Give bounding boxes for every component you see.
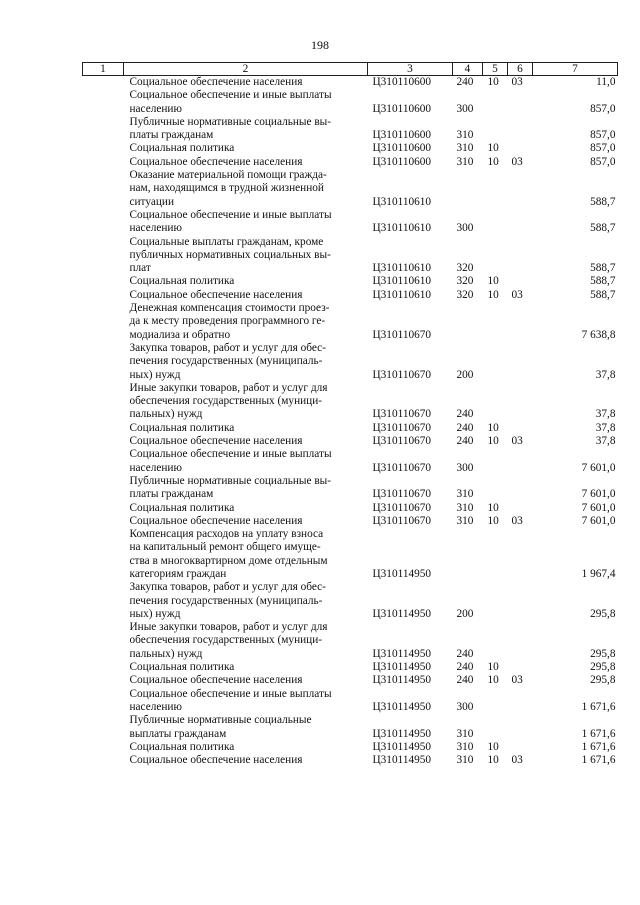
item-name-line: Компенсация расходов на уплату взноса [129, 528, 324, 541]
item-name-cell [124, 289, 368, 302]
item-name-line: на капитальный ремонт общего имуще- [129, 541, 321, 554]
item-name-line: Социальная политика [129, 421, 235, 434]
item-name-line: ства в многоквартирном доме отдельным [129, 554, 328, 567]
target-article-cell: Ц310114950 [372, 674, 432, 687]
section-cell: 10 [487, 76, 499, 88]
section-cell: 10 [487, 421, 499, 434]
amount-cell: 295,8 [590, 661, 616, 674]
item-name-line: пальных) нужд [129, 408, 203, 421]
section-cell [483, 169, 508, 209]
amount-cell: 37,8 [595, 368, 616, 381]
expense-type-cell: 320 [456, 288, 474, 301]
target-article-cell: Ц310110670 [372, 488, 432, 501]
amount-cell: 7 601,0 [581, 501, 616, 514]
row-number-cell [83, 581, 124, 621]
subsection-cell [508, 502, 533, 515]
table-row [83, 661, 618, 674]
table-row [83, 674, 618, 687]
row-number-cell [83, 688, 124, 715]
item-name-cell [124, 661, 368, 674]
row-number-cell [83, 236, 124, 276]
target-article-cell: Ц310114950 [372, 754, 432, 767]
target-article-cell: Ц310110600 [372, 142, 432, 155]
row-number-cell [83, 302, 124, 342]
expense-type-cell: 310 [456, 129, 474, 142]
table-header [83, 63, 618, 76]
column-header-4: 4 [453, 63, 483, 76]
subsection-cell: 03 [511, 754, 523, 767]
table-row [83, 209, 618, 236]
item-name-cell [124, 674, 368, 687]
amount-cell: 37,8 [595, 435, 616, 448]
item-name-cell [124, 621, 368, 661]
section-cell [483, 302, 508, 342]
expense-type-cell: 240 [456, 435, 474, 448]
item-name-cell [124, 236, 368, 276]
subsection-cell [508, 422, 533, 435]
expense-type-cell: 240 [456, 76, 474, 88]
section-cell: 10 [487, 142, 499, 155]
target-article-cell: Ц310110610 [372, 262, 432, 275]
item-name-line: Социальная политика [129, 661, 235, 674]
item-name-line: категориям граждан [129, 567, 227, 580]
row-number-cell [83, 169, 124, 209]
expense-type-cell: 300 [456, 700, 474, 713]
row-number-cell [83, 621, 124, 661]
target-article-cell: Ц310114950 [372, 567, 432, 580]
item-name-cell [124, 156, 368, 169]
amount-cell: 857,0 [590, 155, 616, 168]
expense-type-cell: 300 [456, 102, 474, 115]
item-name-line: ных) нужд [129, 368, 181, 381]
amount-cell: 1 671,6 [581, 754, 616, 767]
amount-cell: 295,8 [590, 674, 616, 687]
target-article-cell: Ц310110610 [372, 288, 432, 301]
item-name-line: Социальное обеспечение населения [129, 288, 303, 301]
table-row [83, 621, 618, 661]
item-name-cell [124, 169, 368, 209]
section-cell [483, 382, 508, 422]
column-header-7: 7 [533, 63, 618, 76]
amount-cell: 37,8 [595, 408, 616, 421]
item-name-line: Иные закупки товаров, работ и услуг для [129, 621, 328, 634]
subsection-cell [508, 275, 533, 288]
target-article-cell: Ц310110670 [372, 368, 432, 381]
item-name-line: Социальное обеспечение и иные выплаты [129, 208, 332, 221]
item-name-line: нам, находящимся в трудной жизненной [129, 182, 324, 195]
column-header-2: 2 [124, 63, 368, 76]
table-row [83, 422, 618, 435]
section-cell: 10 [487, 288, 499, 301]
item-name-cell [124, 528, 368, 581]
expense-type-cell: 200 [456, 368, 474, 381]
expense-type-cell: 310 [456, 740, 474, 753]
item-name-cell [124, 116, 368, 143]
item-name-line: Социальное обеспечение населения [129, 514, 303, 527]
item-name-line: Социальная политика [129, 142, 235, 155]
subsection-cell: 03 [511, 435, 523, 448]
expense-type-cell [453, 169, 483, 209]
expense-type-cell: 310 [456, 142, 474, 155]
item-name-line: Социальное обеспечение населения [129, 155, 303, 168]
target-article-cell: Ц310110670 [372, 435, 432, 448]
amount-cell: 7 601,0 [581, 488, 616, 501]
subsection-cell: 03 [511, 288, 523, 301]
subsection-cell [508, 688, 533, 715]
item-name-line: публичных нормативных социальных вы- [129, 248, 331, 261]
row-number-cell [83, 289, 124, 302]
item-name-line: Публичные нормативные социальные [129, 714, 312, 727]
row-number-cell [83, 754, 124, 767]
row-number-cell [83, 714, 124, 741]
row-number-cell [83, 661, 124, 674]
section-cell [483, 475, 508, 502]
subsection-cell [508, 169, 533, 209]
subsection-cell [508, 741, 533, 754]
item-name-line: Оказание материальной помощи гражда- [129, 169, 327, 182]
item-name-line: печения государственных (муниципаль- [129, 355, 323, 368]
target-article-cell: Ц310110670 [372, 421, 432, 434]
row-number-cell [83, 76, 124, 90]
row-number-cell [83, 422, 124, 435]
target-article-cell: Ц310110600 [372, 155, 432, 168]
expense-type-cell: 310 [456, 155, 474, 168]
item-name-line: Социальные выплаты гражданам, кроме [129, 235, 324, 248]
row-number-cell [83, 89, 124, 116]
row-number-cell [83, 741, 124, 754]
target-article-cell: Ц310114950 [372, 607, 432, 620]
table-row [83, 448, 618, 475]
item-name-line: Закупка товаров, работ и услуг для обес- [129, 341, 326, 354]
item-name-line: населению [129, 102, 182, 115]
item-name-cell [124, 422, 368, 435]
section-cell [483, 714, 508, 741]
amount-cell: 1 671,6 [581, 740, 616, 753]
subsection-cell [508, 581, 533, 621]
row-number-cell [83, 502, 124, 515]
subsection-cell [508, 89, 533, 116]
item-name-line: Социальное обеспечение и иные выплаты [129, 448, 332, 461]
subsection-cell: 03 [511, 674, 523, 687]
subsection-cell: 03 [511, 155, 523, 168]
table-row [83, 156, 618, 169]
item-name-line: печения государственных (муниципаль- [129, 594, 323, 607]
section-cell [483, 209, 508, 236]
item-name-line: выплаты гражданам [129, 727, 227, 740]
subsection-cell [508, 448, 533, 475]
table-row [83, 754, 618, 767]
section-cell [483, 342, 508, 382]
expense-type-cell: 320 [456, 275, 474, 288]
table-row [83, 502, 618, 515]
row-number-cell [83, 448, 124, 475]
item-name-line: Социальное обеспечение населения [129, 754, 303, 767]
item-name-line: Социальное обеспечение населения [129, 674, 303, 687]
expense-type-cell: 310 [456, 501, 474, 514]
target-article-cell: Ц310110610 [372, 275, 432, 288]
item-name-line: платы гражданам [129, 129, 214, 142]
amount-cell: 857,0 [590, 102, 616, 115]
amount-cell: 1 671,6 [581, 700, 616, 713]
amount-cell: 1 671,6 [581, 727, 616, 740]
expense-type-cell: 310 [456, 488, 474, 501]
row-number-cell [83, 382, 124, 422]
item-name-cell [124, 502, 368, 515]
item-name-line: обеспечения государственных (муници- [129, 395, 323, 408]
item-name-line: Социальная политика [129, 275, 235, 288]
table-row [83, 142, 618, 155]
subsection-cell [508, 621, 533, 661]
table-row [83, 275, 618, 288]
subsection-cell [508, 528, 533, 581]
target-article-cell: Ц310114950 [372, 661, 432, 674]
section-cell [483, 236, 508, 276]
table-row [83, 116, 618, 143]
row-number-cell [83, 475, 124, 502]
item-name-cell [124, 714, 368, 741]
section-cell: 10 [487, 661, 499, 674]
table-row [83, 382, 618, 422]
subsection-cell [508, 236, 533, 276]
expense-type-cell: 240 [456, 421, 474, 434]
expense-type-cell: 240 [456, 647, 474, 660]
expense-type-cell: 300 [456, 222, 474, 235]
table-row [83, 169, 618, 209]
table-row [83, 302, 618, 342]
subsection-cell [508, 302, 533, 342]
item-name-line: Закупка товаров, работ и услуг для обес- [129, 581, 326, 594]
table-row [83, 475, 618, 502]
item-name-cell [124, 741, 368, 754]
subsection-cell [508, 714, 533, 741]
section-cell: 10 [487, 435, 499, 448]
amount-cell: 295,8 [590, 607, 616, 620]
amount-cell: 588,7 [590, 195, 616, 208]
section-cell [483, 581, 508, 621]
amount-cell: 588,7 [590, 222, 616, 235]
item-name-cell [124, 754, 368, 767]
table-row [83, 342, 618, 382]
table-row [83, 89, 618, 116]
expense-type-cell: 320 [456, 262, 474, 275]
expense-type-cell: 200 [456, 607, 474, 620]
expense-type-cell: 240 [456, 408, 474, 421]
amount-cell: 7 601,0 [581, 461, 616, 474]
expense-type-cell: 240 [456, 661, 474, 674]
target-article-cell: Ц310110670 [372, 408, 432, 421]
item-name-line: населению [129, 700, 182, 713]
target-article-cell: Ц310110670 [372, 461, 432, 474]
row-number-cell [83, 342, 124, 382]
subsection-cell: 03 [511, 76, 523, 88]
target-article-cell: Ц310110600 [372, 129, 432, 142]
item-name-line: модиализа и обратно [129, 328, 231, 341]
target-article-cell: Ц310110670 [372, 328, 432, 341]
column-header-6: 6 [508, 63, 533, 76]
section-cell [483, 688, 508, 715]
item-name-cell [124, 515, 368, 528]
table-row [83, 435, 618, 448]
table-body [83, 76, 618, 768]
row-number-cell [83, 209, 124, 236]
item-name-line: Социальная политика [129, 740, 235, 753]
item-name-line: обеспечения государственных (муници- [129, 634, 323, 647]
section-cell [483, 621, 508, 661]
item-name-cell [124, 302, 368, 342]
subsection-cell [508, 342, 533, 382]
subsection-cell [508, 116, 533, 143]
target-article-cell: Ц310114950 [372, 647, 432, 660]
item-name-cell [124, 475, 368, 502]
table-row [83, 515, 618, 528]
table-row [83, 76, 618, 90]
target-article-cell: Ц310110600 [372, 76, 432, 88]
item-name-line: Социальное обеспечение и иные выплаты [129, 687, 332, 700]
subsection-cell: 03 [511, 514, 523, 527]
amount-cell: 588,7 [590, 288, 616, 301]
item-name-cell [124, 209, 368, 236]
section-cell [483, 89, 508, 116]
row-number-cell [83, 674, 124, 687]
item-name-line: населению [129, 222, 182, 235]
subsection-cell [508, 475, 533, 502]
expense-type-cell: 310 [456, 514, 474, 527]
amount-cell: 857,0 [590, 129, 616, 142]
row-number-cell [83, 116, 124, 143]
amount-cell: 11,0 [596, 76, 616, 88]
expense-type-cell [453, 302, 483, 342]
item-name-cell [124, 89, 368, 116]
item-name-line: ных) нужд [129, 607, 181, 620]
row-number-cell [83, 142, 124, 155]
expense-type-cell: 240 [456, 674, 474, 687]
item-name-line: Денежная компенсация стоимости проез- [129, 302, 330, 315]
amount-cell: 37,8 [595, 421, 616, 434]
column-header-5: 5 [483, 63, 508, 76]
budget-table [82, 62, 618, 767]
amount-cell: 588,7 [590, 275, 616, 288]
item-name-line: Публичные нормативные социальные вы- [129, 115, 332, 128]
table-row [83, 688, 618, 715]
page-number: 198 [311, 38, 329, 52]
section-cell: 10 [487, 514, 499, 527]
item-name-line: населению [129, 461, 182, 474]
row-number-cell [83, 435, 124, 448]
row-number-cell [83, 275, 124, 288]
table-row [83, 741, 618, 754]
target-article-cell: Ц310114950 [372, 700, 432, 713]
item-name-cell [124, 581, 368, 621]
target-article-cell: Ц310110610 [372, 222, 432, 235]
header-row [83, 63, 618, 76]
item-name-cell [124, 382, 368, 422]
table-row [83, 289, 618, 302]
section-cell: 10 [487, 740, 499, 753]
item-name-line: Социальное обеспечение и иные выплаты [129, 89, 332, 102]
expense-type-cell: 310 [456, 754, 474, 767]
section-cell: 10 [487, 155, 499, 168]
item-name-line: Социальная политика [129, 501, 235, 514]
subsection-cell [508, 209, 533, 236]
row-number-cell [83, 528, 124, 581]
item-name-line: Публичные нормативные социальные вы- [129, 474, 332, 487]
item-name-cell [124, 342, 368, 382]
table-row [83, 714, 618, 741]
subsection-cell [508, 142, 533, 155]
item-name-cell [124, 688, 368, 715]
item-name-cell [124, 448, 368, 475]
section-cell: 10 [487, 754, 499, 767]
amount-cell: 588,7 [590, 262, 616, 275]
item-name-line: пальных) нужд [129, 647, 203, 660]
target-article-cell: Ц310110670 [372, 514, 432, 527]
amount-cell: 7 638,8 [581, 328, 616, 341]
amount-cell: 295,8 [590, 647, 616, 660]
amount-cell: 7 601,0 [581, 514, 616, 527]
section-cell: 10 [487, 501, 499, 514]
target-article-cell: Ц310114950 [372, 740, 432, 753]
item-name-cell [124, 76, 368, 90]
table-row [83, 581, 618, 621]
table-row [83, 528, 618, 581]
target-article-cell: Ц310114950 [372, 727, 432, 740]
amount-cell: 1 967,4 [581, 567, 616, 580]
item-name-line: Иные закупки товаров, работ и услуг для [129, 381, 328, 394]
subsection-cell [508, 661, 533, 674]
target-article-cell: Ц310110600 [372, 102, 432, 115]
item-name-line: ситуации [129, 195, 174, 208]
item-name-line: платы гражданам [129, 488, 214, 501]
table-row [83, 236, 618, 276]
expense-type-cell: 300 [456, 461, 474, 474]
target-article-cell: Ц310110610 [372, 195, 432, 208]
item-name-cell [124, 142, 368, 155]
section-cell: 10 [487, 275, 499, 288]
expense-type-cell [453, 528, 483, 581]
item-name-cell [124, 275, 368, 288]
section-cell: 10 [487, 674, 499, 687]
section-cell [483, 116, 508, 143]
section-cell [483, 528, 508, 581]
row-number-cell [83, 156, 124, 169]
amount-cell: 857,0 [590, 142, 616, 155]
column-header-1: 1 [83, 63, 124, 76]
item-name-line: плат [129, 262, 151, 275]
section-cell [483, 448, 508, 475]
item-name-cell [124, 435, 368, 448]
item-name-line: да к месту проведения программного ге- [129, 315, 326, 328]
subsection-cell [508, 382, 533, 422]
target-article-cell: Ц310110670 [372, 501, 432, 514]
expense-type-cell: 310 [456, 727, 474, 740]
item-name-line: Социальное обеспечение населения [129, 435, 303, 448]
row-number-cell [83, 515, 124, 528]
column-header-3: 3 [368, 63, 453, 76]
item-name-line: Социальное обеспечение населения [129, 76, 303, 88]
